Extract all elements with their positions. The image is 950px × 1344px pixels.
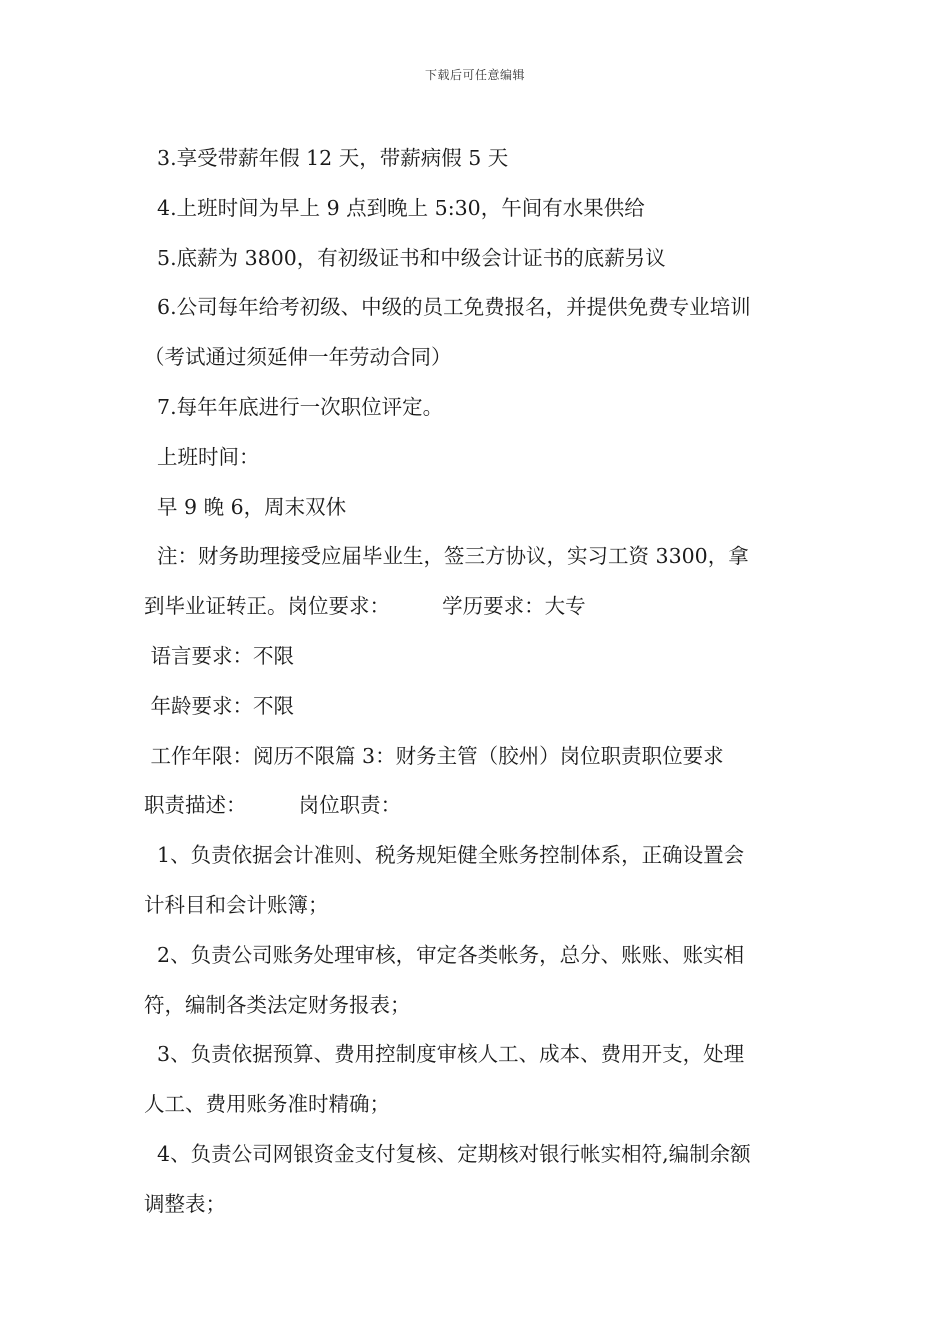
text-line: 调整表； bbox=[144, 1191, 226, 1216]
text-line: 早 9 晚 6，周末双休 bbox=[144, 494, 347, 519]
text-line: 2、负责公司账务处理审核，审定各类帐务，总分、账账、账实相 bbox=[144, 942, 745, 967]
text-line: 5.底薪为 3800，有初级证书和中级会计证书的底薪另议 bbox=[144, 245, 666, 270]
text-line: 计科目和会计账簿； bbox=[144, 892, 329, 917]
text-line: 年龄要求：不限 bbox=[144, 693, 295, 718]
text-line: 上班时间： bbox=[144, 444, 260, 469]
text-line: 到毕业证转正。岗位要求： 学历要求：大专 bbox=[144, 594, 586, 619]
text-line: 语言要求：不限 bbox=[144, 643, 295, 668]
text-line: 人工、费用账务准时精确； bbox=[144, 1092, 390, 1117]
text-line: 7.每年年底进行一次职位评定。 bbox=[144, 394, 444, 419]
text-line: 符，编制各类法定财务报表； bbox=[144, 992, 411, 1017]
text-line: 3、负责依据预算、费用控制度审核人工、成本、费用开支，处理 bbox=[144, 1042, 745, 1067]
text-line: 4.上班时间为早上 9 点到晚上 5:30，午间有水果供给 bbox=[144, 195, 645, 220]
text-line: 注：财务助理接受应届毕业生，签三方协议，实习工资 3300，拿 bbox=[144, 544, 749, 569]
text-line: 1、负责依据会计准则、税务规矩健全账务控制体系，正确设置会 bbox=[144, 843, 745, 868]
text-line: 6.公司每年给考初级、中级的员工免费报名，并提供免费专业培训 bbox=[144, 295, 751, 320]
document-body bbox=[144, 134, 814, 1230]
text-line: 工作年限：阅历不限篇 3：财务主管（胶州）岗位职责职位要求 bbox=[144, 743, 724, 768]
text-line: 3.享受带薪年假 12 天，带薪病假 5 天 bbox=[144, 146, 509, 170]
text-line: （考试通过须延伸一年劳动合同） bbox=[144, 345, 452, 370]
page-header: 下载后可任意编辑 bbox=[424, 68, 525, 82]
text-line: 4、负责公司网银资金支付复核、定期核对银行帐实相符,编制余额 bbox=[144, 1141, 751, 1166]
text-line: 职责描述： 岗位职责： bbox=[144, 793, 402, 818]
